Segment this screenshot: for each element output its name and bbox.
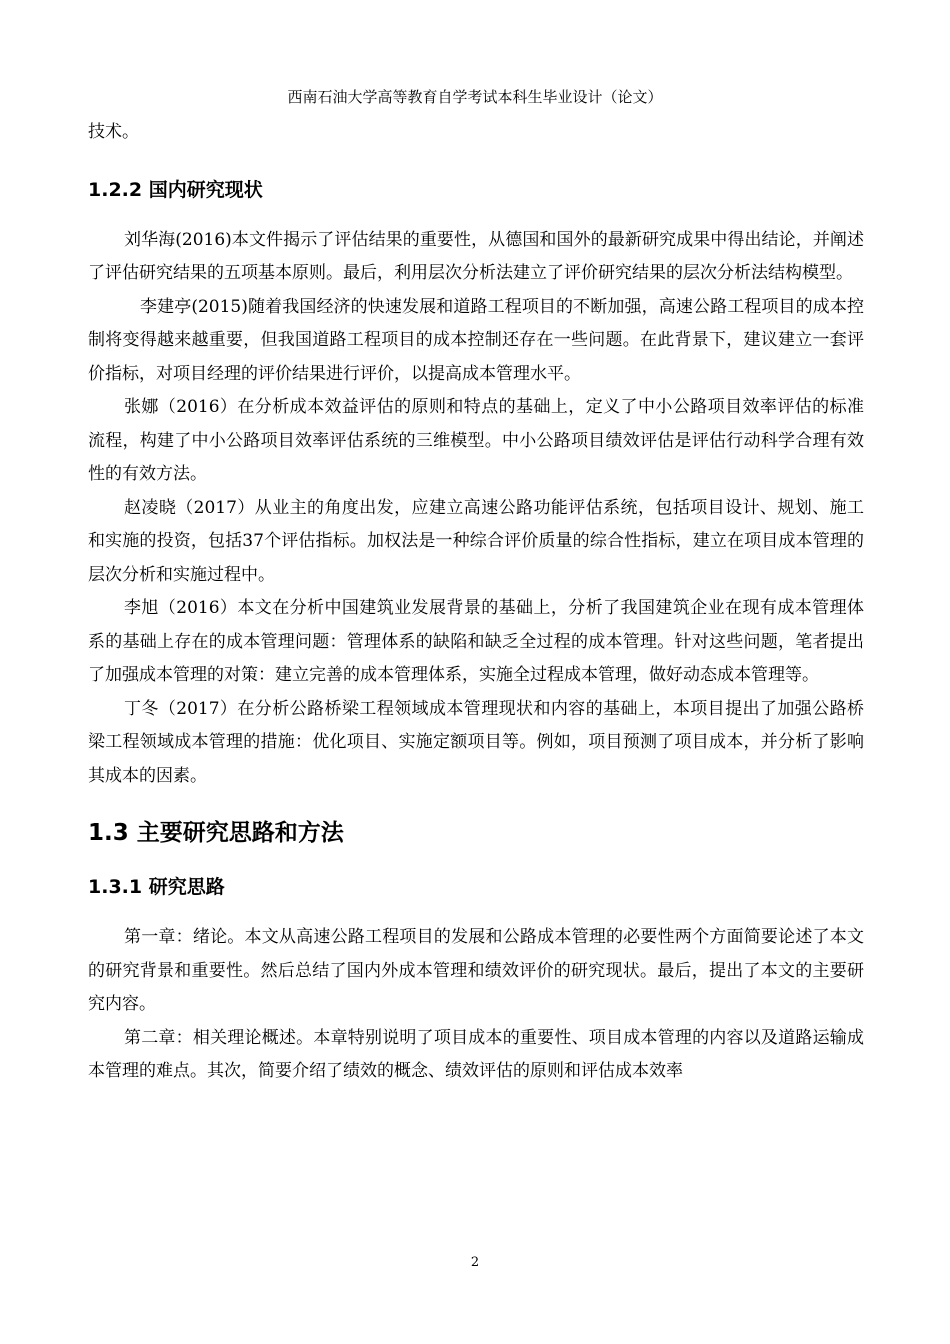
page-content — [88, 116, 864, 1089]
paragraph: 丁冬（2017）在分析公路桥梁工程领域成本管理现状和内容的基础上，本项目提出了加强公路桥梁工程领域成本管理的措施：优化项目、实施定额项目等。例如，项目预测了项目成本，并分析了影响其成本的因素。 — [88, 698, 864, 786]
paragraph: 第一章：绪论。本文从高速公路工程项目的发展和公路成本管理的必要性两个方面简要论述了本文的研究背景和重要性。然后总结了国内外成本管理和绩效评价的研究现状。最后，提出了本文的主要研究内容。 — [88, 927, 864, 1014]
paragraph: 刘华海(2016)本文件揭示了评估结果的重要性，从德国和国外的最新研究成果中得出结论，并阐述了评估研究结果的五项基本原则。最后，利用层次分析法建立了评价研究结果的层次分析法结构模型。 — [88, 229, 864, 283]
paragraph: 第二章：相关理论概述。本章特别说明了项目成本的重要性、项目成本管理的内容以及道路运输成本管理的难点。其次，简要介绍了绩效的概念、绩效评估的原则和评估成本效率 — [88, 1027, 864, 1081]
page-number: 2 — [470, 1255, 480, 1270]
paragraph: 李旭（2016）本文在分析中国建筑业发展背景的基础上，分析了我国建筑企业在现有成本管理体系的基础上存在的成本管理问题：管理体系的缺陷和缺乏全过程的成本管理。针对这些问题，笔者提出了加强成本管理的对策：建立完善的成本管理体系，实施全过程成本管理，做好动态成本管理等。 — [88, 598, 864, 685]
paragraph: 李建亭(2015)随着我国经济的快速发展和道路工程项目的不断加强，高速公路工程项目的成本控制将变得越来越重要，但我国道路工程项目的成本控制还存在一些问题。在此背景下，建议建立一套评价指标，对项目经理的评价结果进行评价，以提高成本管理水平。 — [88, 296, 864, 384]
section-heading-1-3-1: 1.3.1 研究思路 — [88, 876, 225, 898]
running-header: 西南石油大学高等教育自学考试本科生毕业设计（论文） — [287, 88, 663, 106]
section-heading-1-3: 1.3 主要研究思路和方法 — [88, 820, 344, 846]
paragraph: 赵凌晓（2017）从业主的角度出发，应建立高速公路功能评估系统，包括项目设计、规划、施工和实施的投资，包括37个评估指标。加权法是一种综合评价质量的综合性指标，建立在项目成本管理的层次分析和实施过程中。 — [88, 497, 864, 585]
section-heading-1-2-2: 1.2.2 国内研究现状 — [88, 178, 263, 201]
lead-text: 技术。 — [88, 122, 139, 142]
paragraph: 张娜（2016）在分析成本效益评估的原则和特点的基础上，定义了中小公路项目效率评估的标准流程，构建了中小公路项目效率评估系统的三维模型。中小公路项目绩效评估是评估行动科学合理有效性的有效方法。 — [88, 397, 864, 484]
